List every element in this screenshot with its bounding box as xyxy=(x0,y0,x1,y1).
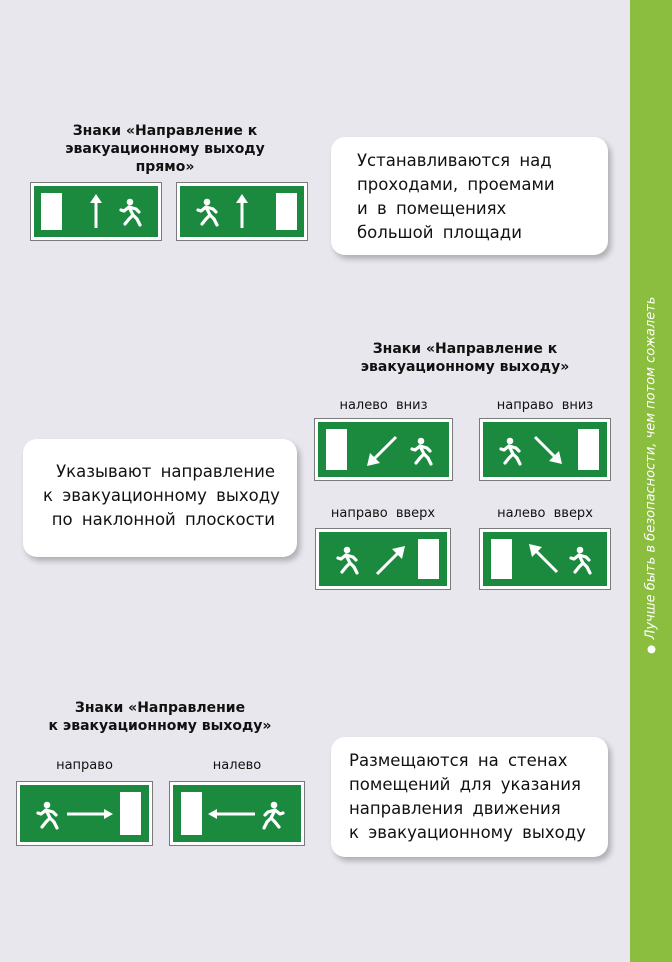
exit-sign-left-up xyxy=(480,529,610,589)
exit-door-icon xyxy=(276,193,297,230)
section3-title-line1: Знаки «Направление xyxy=(74,700,246,716)
exit-door-icon xyxy=(181,792,202,835)
label-right: направо xyxy=(56,758,113,773)
exit-sign-graphic xyxy=(180,186,304,237)
section1-description xyxy=(331,137,608,255)
description-line: по наклонной плоскости xyxy=(51,510,275,529)
description-line: и в помещениях xyxy=(357,199,507,218)
description-line: большой площади xyxy=(357,223,522,242)
description-line: направления движения xyxy=(349,799,561,818)
exit-door-icon xyxy=(491,539,512,579)
bullet-icon xyxy=(647,645,655,653)
exit-sign-right-up xyxy=(316,529,450,589)
exit-door-icon xyxy=(120,792,141,835)
exit-sign-left-down xyxy=(315,419,452,480)
section1-title xyxy=(40,122,290,176)
sidebar xyxy=(630,0,672,962)
section2-title xyxy=(340,340,590,376)
exit-door-icon xyxy=(326,429,347,470)
sidebar-slogan-text: Лучше быть в безопасности, чем потом сожалеть xyxy=(643,296,659,640)
description-line: к эвакуационному выходу xyxy=(43,486,280,505)
section1-title-line2: эвакуационному выходу прямо» xyxy=(65,141,265,175)
description-line: проходами, проемами xyxy=(357,175,555,194)
description-line: Устанавливаются над xyxy=(357,151,552,170)
exit-sign-left xyxy=(170,782,304,845)
exit-door-icon xyxy=(41,193,62,230)
exit-sign-straight-door-left xyxy=(31,183,161,240)
label-right-up: направо вверх xyxy=(330,506,436,521)
label-right-down: направо вниз xyxy=(496,398,594,413)
description-line: помещений для указания xyxy=(349,775,581,794)
description-line: Размещаются на стенах xyxy=(349,751,568,770)
exit-sign-graphic xyxy=(483,422,607,477)
exit-door-icon xyxy=(578,429,599,470)
exit-sign-right xyxy=(17,782,152,845)
exit-door-icon xyxy=(418,539,439,579)
exit-sign-graphic xyxy=(20,785,149,842)
label-left-down: налево вниз xyxy=(339,398,428,413)
label-left: налево xyxy=(212,758,262,773)
section3-title xyxy=(35,699,285,735)
exit-sign-straight-door-right xyxy=(177,183,307,240)
section3-description xyxy=(331,737,608,857)
sidebar-slogan xyxy=(644,297,659,654)
label-left-up: налево вверх xyxy=(497,506,593,521)
description-line: Указывают направление xyxy=(56,462,275,481)
description-line: к эвакуационному выходу xyxy=(349,823,586,842)
exit-sign-graphic xyxy=(318,422,449,477)
exit-sign-graphic xyxy=(319,532,447,586)
exit-sign-right-down xyxy=(480,419,610,480)
section3-title-line2: к эвакуационному выходу» xyxy=(48,718,272,734)
exit-sign-graphic xyxy=(483,532,607,586)
exit-sign-graphic xyxy=(34,186,158,237)
exit-sign-graphic xyxy=(173,785,301,842)
section2-title-line2: эвакуационному выходу» xyxy=(360,359,570,375)
section1-title-line1: Знаки «Направление к xyxy=(72,123,258,139)
section2-description xyxy=(23,439,297,557)
section2-title-line1: Знаки «Направление к xyxy=(372,341,558,357)
